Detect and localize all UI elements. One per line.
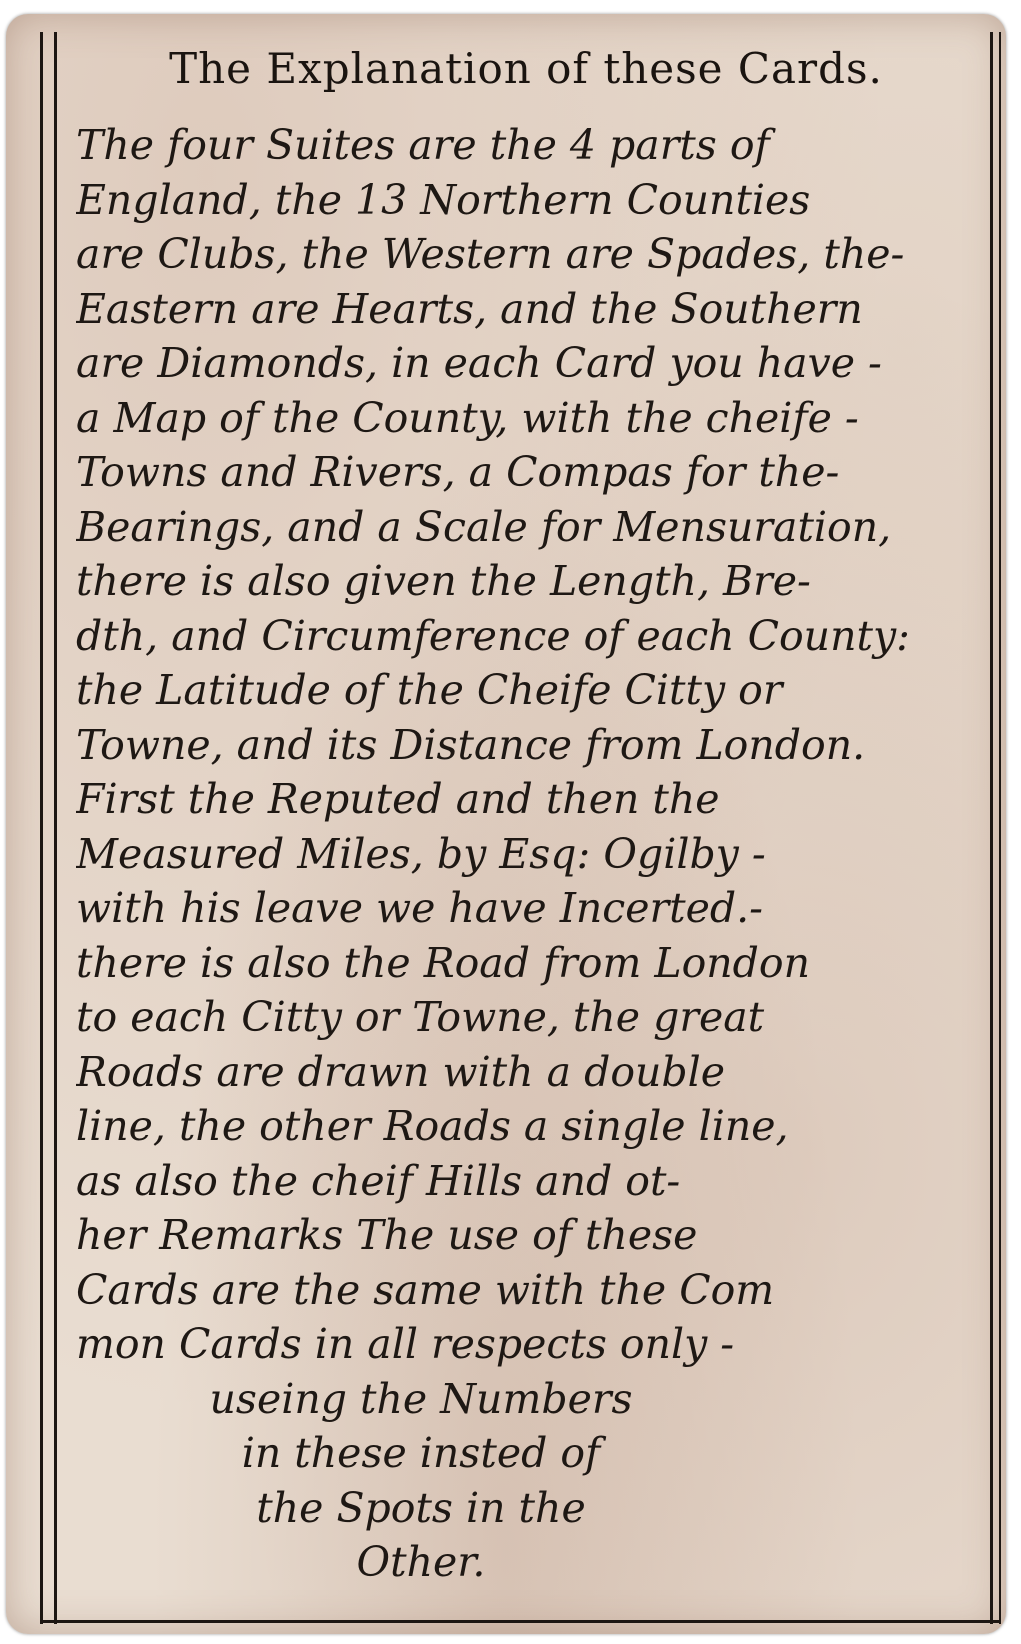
- text-line: The four Suites are the 4 parts of: [76, 121, 770, 169]
- text-line: First the Reputed and then the: [76, 775, 720, 823]
- explanation-text: [76, 118, 986, 1590]
- border-rule-left-inner: [54, 32, 57, 1624]
- text-line: line, the other Roads a single line,: [76, 1102, 789, 1150]
- text-line: Bearings, and a Scale for Mensuration,: [76, 502, 892, 551]
- text-line: mon Cards in all respects only -: [76, 1320, 735, 1368]
- text-line: Roads are drawn with a double: [76, 1047, 726, 1096]
- border-rule-left-outer: [40, 32, 43, 1624]
- text-line: Towne, and its Distance from London.: [76, 720, 866, 769]
- border-rule-bottom: [40, 1620, 1000, 1623]
- text-line: her Remarks The use of these: [76, 1211, 698, 1259]
- text-line: the Spots in the: [256, 1483, 586, 1532]
- text-line: there is also given the Length, Bre-: [76, 557, 811, 605]
- text-line: there is also the Road from London: [76, 938, 811, 987]
- text-line: Cards are the same with the Com: [76, 1265, 775, 1314]
- border-rule-right-inner: [990, 32, 993, 1624]
- text-line: England, the 13 Northern Counties: [76, 175, 811, 224]
- card-title: The Explanation of these Cards.: [169, 44, 883, 93]
- text-line: dth, and Circumference of each County:: [76, 611, 910, 660]
- text-line: are Clubs, the Western are Spades, the-: [76, 230, 905, 278]
- text-line: Towns and Rivers, a Compas for the-: [76, 448, 840, 496]
- playing-card: [6, 14, 1006, 1634]
- text-line: a Map of the County, with the cheife -: [76, 393, 859, 442]
- text-line: with his leave we have Incerted.-: [76, 884, 763, 932]
- text-line: to each Citty or Towne, the great: [76, 993, 765, 1041]
- border-rule-right-outer: [999, 32, 1001, 1624]
- text-line: Eastern are Hearts, and the Southern: [76, 284, 863, 333]
- text-line: Other.: [356, 1538, 486, 1586]
- text-line: as also the cheif Hills and ot-: [76, 1156, 681, 1205]
- text-line: Measured Miles, by Esq: Ogilby -: [76, 829, 766, 878]
- text-line: useing the Numbers: [209, 1374, 633, 1423]
- text-line: are Diamonds, in each Card you have -: [76, 339, 882, 387]
- text-line: the Latitude of the Cheife Citty or: [76, 666, 783, 714]
- text-line: in these insted of: [241, 1429, 601, 1477]
